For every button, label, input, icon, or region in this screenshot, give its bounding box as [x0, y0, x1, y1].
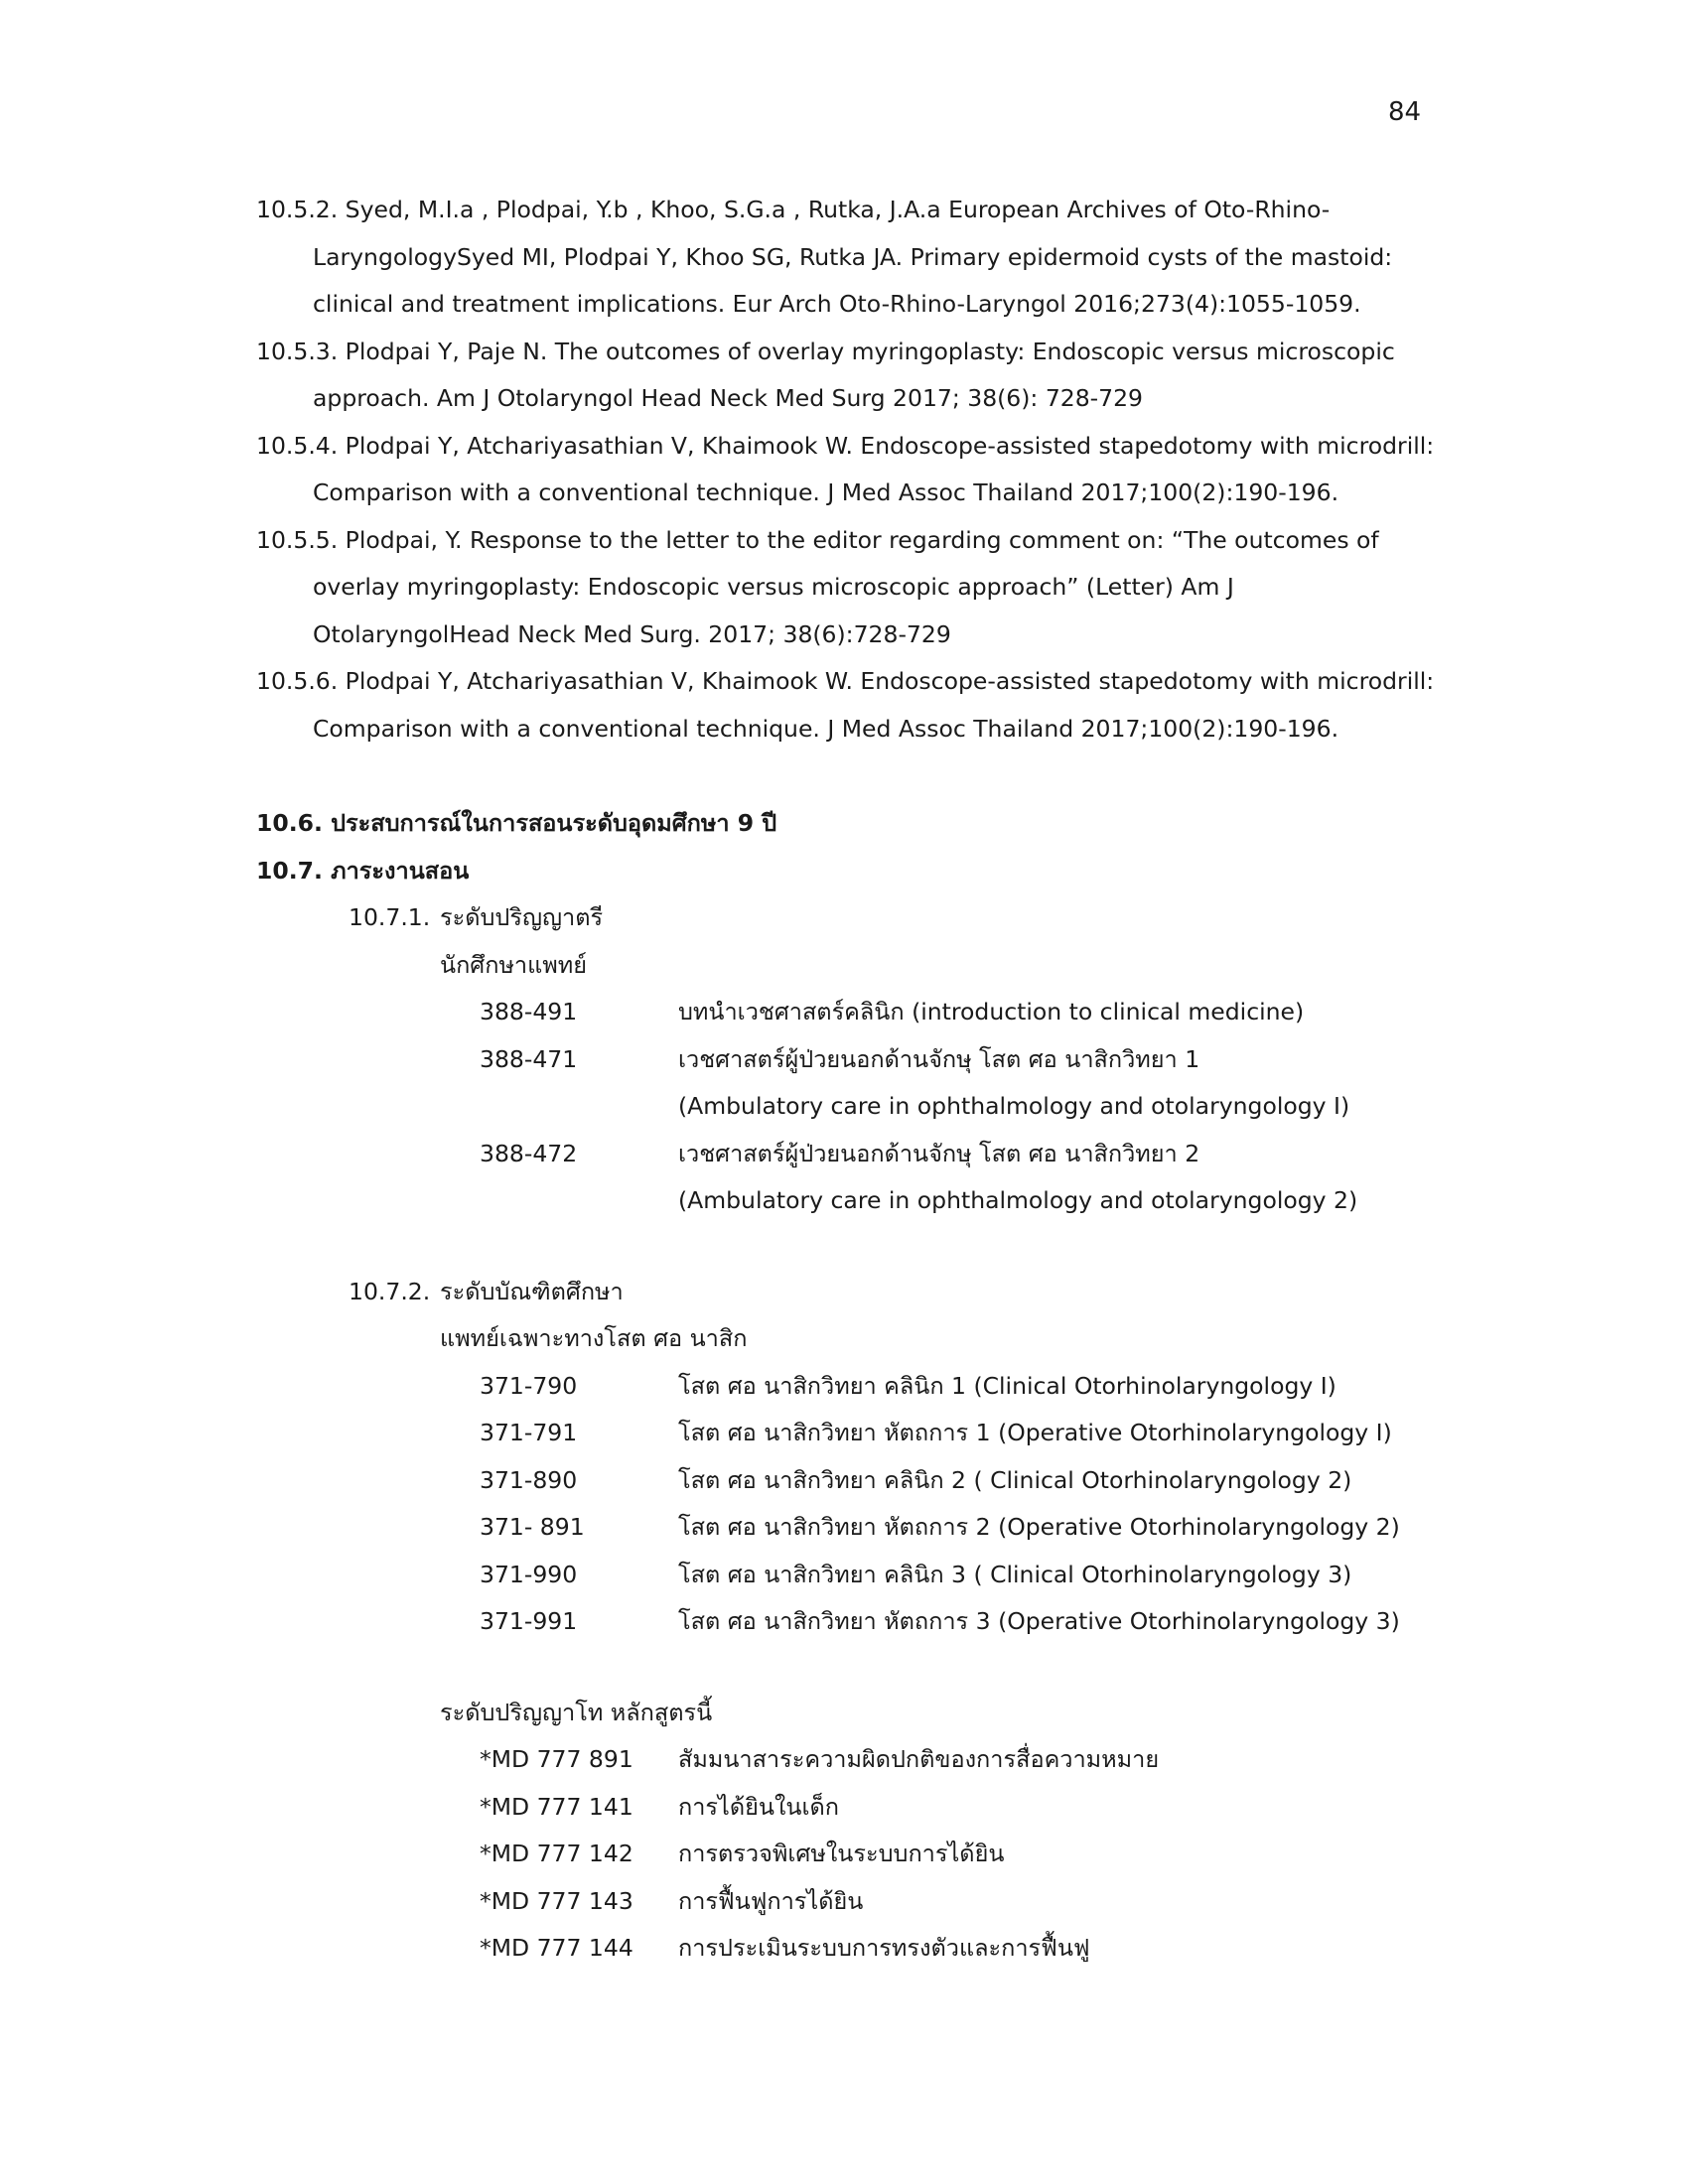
- course-row: [480, 1831, 1438, 1878]
- course-code: *MD 777 141: [480, 1792, 633, 1821]
- reference-item: 10.5.2. Syed, M.I.a , Plodpai, Y.b , Khoo, S.G.a , Rutka, J.A.a European Archives of Oto-Rhino-LaryngologySyed MI, Plodpai Y, Khoo SG, Rutka JA. Primary epidermoid cysts of the mastoid: clinical and treatment implications. Eur Arch Oto-Rhino-Laryngol 2016;273(4):1055-1059.: [256, 196, 1393, 318]
- subsection-heading-10-7-2: [349, 1269, 1438, 1316]
- course-title: โสต ศอ นาสิกวิทยา คลินิก 2 ( Clinical Otorhinolaryngology 2): [678, 1465, 1352, 1494]
- course-code: 371- 891: [480, 1513, 585, 1541]
- page-number: 84: [1388, 97, 1422, 127]
- course-row: [480, 1131, 1438, 1178]
- course-title: บทนำเวชศาสตร์คลินิก (introduction to clinical medicine): [678, 998, 1305, 1025]
- course-code: *MD 777 144: [480, 1934, 633, 1962]
- course-code: *MD 777 891: [480, 1745, 633, 1773]
- course-title: การประเมินระบบการทรงตัวและการฟื้นฟู: [678, 1934, 1090, 1962]
- course-row: [480, 1736, 1438, 1784]
- course-title: โสต ศอ นาสิกวิทยา คลินิก 3 ( Clinical Otorhinolaryngology 3): [678, 1560, 1352, 1588]
- course-row: [480, 1552, 1438, 1599]
- course-row: [480, 1504, 1438, 1552]
- course-row: [480, 1598, 1438, 1646]
- course-title: เวชศาสตร์ผู้ป่วยนอกด้านจักษุ โสต ศอ นาสิกวิทยา 2: [678, 1139, 1200, 1167]
- course-code: 371-991: [480, 1607, 578, 1635]
- course-row: [480, 1457, 1438, 1505]
- course-row: [480, 1925, 1438, 1973]
- course-row: [480, 1036, 1438, 1084]
- course-row: [480, 1784, 1438, 1832]
- course-code: 371-890: [480, 1465, 578, 1494]
- course-title: โสต ศอ นาสิกวิทยา หัตถการ 2 (Operative Otorhinolaryngology 2): [678, 1513, 1400, 1541]
- reference-item: 10.5.6. Plodpai Y, Atchariyasathian V, Khaimook W. Endoscope-assisted stapedotomy with microdrill: Comparison with a conventional technique. J Med Assoc Thailand 2017;100(2):190-196.: [256, 667, 1435, 743]
- reference-item: 10.5.3. Plodpai Y, Paje N. The outcomes of overlay myringoplasty: Endoscopic versus microscopic approach. Am J Otolaryngol Head Neck Med Surg 2017; 38(6): 728-729: [256, 337, 1395, 412]
- course-row: [480, 1410, 1438, 1457]
- course-code: 371-790: [480, 1371, 578, 1400]
- subsection-number: 10.7.2.: [349, 1277, 431, 1305]
- course-title-continuation: (Ambulatory care in ophthalmology and otolaryngology I): [678, 1092, 1350, 1120]
- group-label: นักศึกษาแพทย์: [440, 950, 588, 979]
- reference-item: 10.5.5. Plodpai, Y. Response to the letter to the editor regarding comment on: “The outcomes of overlay myringoplasty: Endoscopic versus microscopic approach” (Letter) Am J OtolaryngolHead Neck Med Surg. 2017; 38(6):728-729: [256, 525, 1379, 648]
- course-row: [480, 1363, 1438, 1411]
- course-code: 371-791: [480, 1419, 578, 1446]
- group-label: แพทย์เฉพาะทางโสต ศอ นาสิก: [440, 1324, 748, 1352]
- course-code: *MD 777 143: [480, 1886, 633, 1915]
- course-title: เวชศาสตร์ผู้ป่วยนอกด้านจักษุ โสต ศอ นาสิกวิทยา 1: [678, 1044, 1200, 1073]
- course-code: 388-471: [480, 1044, 578, 1073]
- course-row: [480, 989, 1438, 1036]
- course-code: 388-491: [480, 998, 578, 1025]
- course-row: [480, 1878, 1438, 1926]
- section-heading-10-7: 10.7. ภาระงานสอน: [256, 856, 470, 885]
- document-body: [256, 187, 1438, 1973]
- course-title: โสต ศอ นาสิกวิทยา หัตถการ 1 (Operative Otorhinolaryngology I): [678, 1419, 1392, 1446]
- course-title-continuation: (Ambulatory care in ophthalmology and otolaryngology 2): [678, 1186, 1358, 1214]
- course-title: สัมมนาสาระความผิดปกติของการสื่อความหมาย: [678, 1745, 1160, 1773]
- course-title: โสต ศอ นาสิกวิทยา หัตถการ 3 (Operative Otorhinolaryngology 3): [678, 1607, 1400, 1635]
- course-code: 371-990: [480, 1560, 578, 1588]
- subsection-title: ระดับปริญญาตรี: [440, 903, 604, 931]
- section-heading-10-6: 10.6. ประสบการณ์ในการสอนระดับอุดมศึกษา 9 ปี: [256, 809, 777, 837]
- course-code: *MD 777 142: [480, 1840, 633, 1867]
- reference-item: 10.5.4. Plodpai Y, Atchariyasathian V, Khaimook W. Endoscope-assisted stapedotomy with microdrill: Comparison with a conventional technique. J Med Assoc Thailand 2017;100(2):190-196.: [256, 431, 1435, 506]
- course-code: 388-472: [480, 1139, 578, 1167]
- subsection-title: ระดับบัณฑิตศึกษา: [440, 1277, 624, 1305]
- group-label-masters: ระดับปริญญาโท หลักสูตรนี้: [440, 1698, 713, 1726]
- course-title: การฟื้นฟูการได้ยิน: [678, 1886, 864, 1915]
- course-title: โสต ศอ นาสิกวิทยา คลินิก 1 (Clinical Otorhinolaryngology I): [678, 1371, 1336, 1400]
- course-title: การได้ยินในเด็ก: [678, 1792, 840, 1821]
- course-title: การตรวจพิเศษในระบบการได้ยิน: [678, 1840, 1005, 1867]
- subsection-heading-10-7-1: [349, 894, 1438, 942]
- subsection-number: 10.7.1.: [349, 903, 431, 931]
